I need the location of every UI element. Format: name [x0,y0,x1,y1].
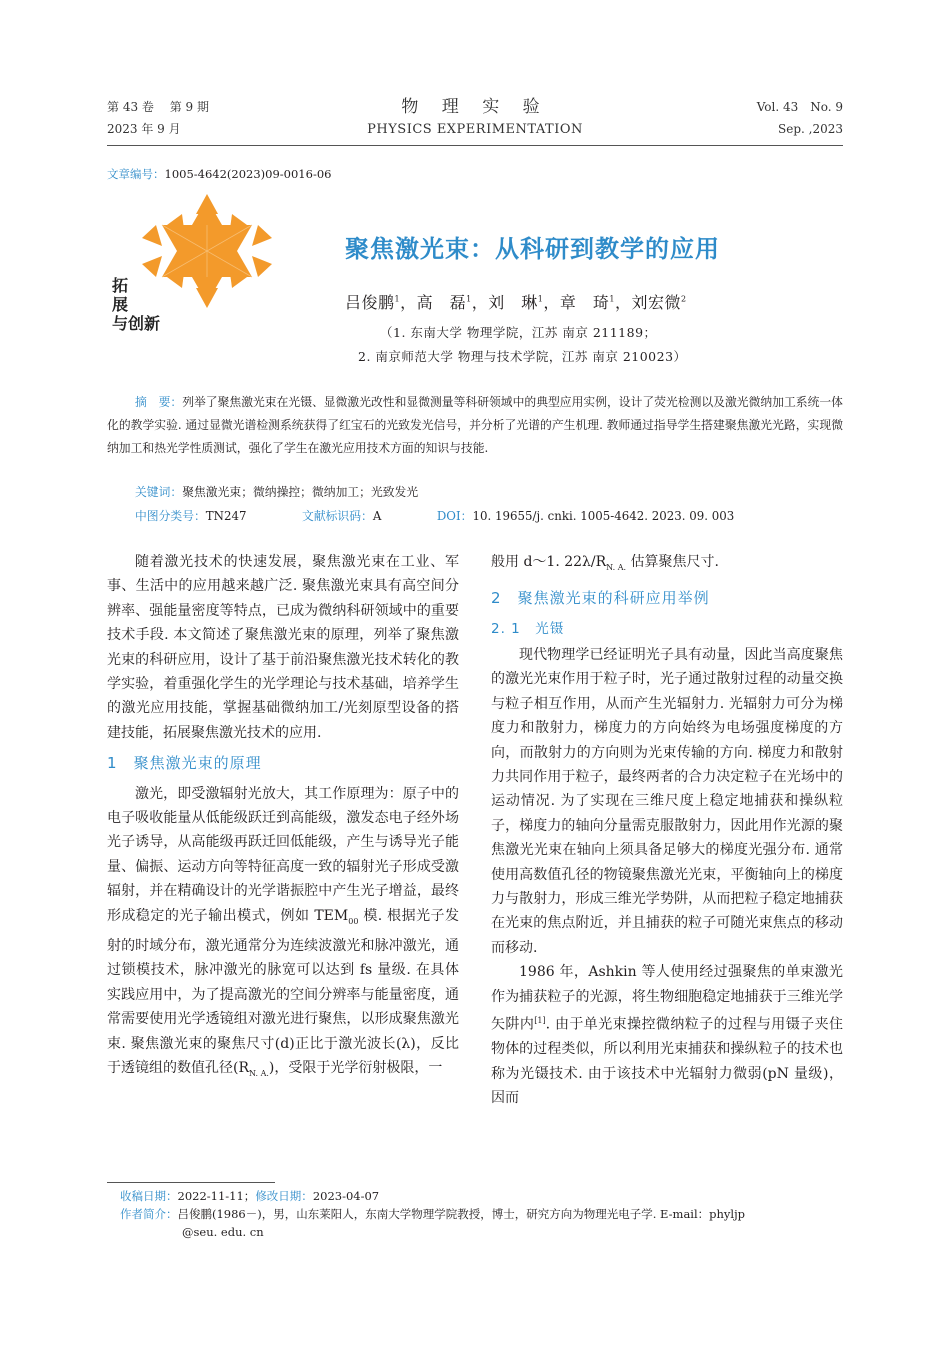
footnote-email-tail: @seu. edu. cn [182,1225,264,1239]
article-title: 聚焦激光束：从科研到教学的应用 [345,235,720,263]
footnote-rule [107,1182,275,1183]
footnote-dates [120,1187,845,1205]
author-bio-label: 作者简介： [120,1207,178,1221]
subsection-number: 2. 1 [491,620,521,637]
abstract [107,391,843,460]
volume-en: Vol. 43 No. 9 [756,100,843,114]
subscript: N. A. [606,562,627,572]
received-date: 2022-11-11； [177,1189,256,1203]
received-label: 收稿日期： [120,1189,178,1203]
article-id-label: 文章编号： [107,167,165,181]
paragraph-text: . 由于单光束操控微纳粒子的过程与用镊子夹住物体的过程类似，所以利用光束捕获和操纵粒子的技术也称为光镊技术. 由于该技术中光辐射力微弱(pN 量级)，因而 [491,1016,844,1106]
paragraph-text: 模. 根据光子发射的时域分布，激光通常分为连续波激光和脉冲激光，通过锁模技术，脉冲激光的脉宽可以达到 fs 量级. 在具体实践应用中，为了提高激光的空间分辨率与能量密度，通常需要使用光学透镜组对激光进行聚焦，以形成聚焦激光束. 聚焦激光束的聚焦尺寸(d)正比于激光波长(λ)，反比于透镜组的数值孔径(R [107,907,460,1076]
abstract-label: 摘 要： [135,395,183,409]
classification [135,507,843,524]
paragraph-text: )，受限于光学衍射极限，一 [268,1059,443,1076]
author: 高 磊 [416,293,467,312]
paragraph [491,960,843,1110]
author-list [345,290,765,313]
author-sup: 1 [394,294,401,304]
subscript: N. A. [249,1068,269,1078]
author-sup: 1 [609,294,615,304]
logo-line-3: 与创新 [112,314,161,333]
subsection-title: 光镊 [535,620,565,637]
paragraph: 现代物理学已经证明光子具有动量，因此当高度聚焦的激光光束作用于粒子时，光子通过散射过程的动量交换与粒子相互作用，从而产生光辐射力. 光辐射力可分为梯度力和散射力，梯度力的方向始终为电场强度梯度的方向，而散射力的方向则为光束传输的方向. 梯度力和散射力共同作用于粒子，最终两者的合力决定粒子在光场中的运动情况. 为了实现在三维尺度上稳定地捕获和操纵粒子，梯度力的轴向分量需克服散射力，因此用作光源的聚焦激光光束在轴向上须具备足够大的梯度光强分布. 通常使用高数值孔径的物镜聚焦激光光束，平衡轴向上的梯度力与散射力，形成三维光学势阱，从而把粒子稳定地捕获在光束的焦点附近，并且捕获的粒子可随光束焦点的移动而移动. [491,647,843,956]
keywords [135,483,418,500]
author: 章 琦 [559,293,610,312]
author-bio-text: 吕俊鹏(1986－)，男，山东莱阳人，东南大学物理学院教授，博士，研究方向为物理光电子学. E-mail：phyljp [177,1207,746,1221]
revised-date: 2023-04-07 [312,1189,380,1203]
author-sep: ， [400,293,417,312]
section-number: 1 [107,754,118,773]
keywords-text: 聚焦激光束；微纳操控；微纳加工；光致发光 [182,485,419,499]
author-sup: 2 [681,294,687,304]
abstract-text: 列举了聚焦激光束在光镊、显微激光改性和显微测量等科研领域中的典型应用实例，设计了荧光检测以及激光微纳加工系统一体化的教学实验. 通过显微光谱检测系统获得了红宝石的光致发光信号，并分析了光谱的产生机理. 教师通过指导学生搭建聚焦激光光路，实现微纳加工和热光学性质测试，强化了学生在激光应用技术方面的知识与技能. [107,395,843,455]
author: 刘宏微 [631,293,682,312]
logo-text [112,276,160,333]
author-sep: ， [543,293,560,312]
paragraph-text: 激光，即受激辐射光放大，其工作原理为：原子中的电子吸收能量从低能级跃迁到高能级，激发态电子经外场光子诱导，从高能级再跃迁回低能级，产生与诱导光子能量、偏振、运动方向等特征高度一致的辐射光子形成受激辐射，并在精确设计的光学谐振腔中产生光子增益，最终形成稳定的光子输出模式，例如 TEM [107,785,459,924]
footnote [120,1187,845,1241]
doi-value: 10. 19655/j. cnki. 1005-4642. 2023. 09. 003 [472,509,735,523]
volume-issue: 第 43 卷 第 9 期 [107,100,209,114]
paragraph-text: 1986 年，Ashkin 等人使用经过强聚焦的单束激光作为捕获粒子的光源，将生物细胞稳定地捕获于三维光学矢阱内 [491,964,843,1033]
footnote-author [120,1205,845,1223]
doc-code-value: A [372,509,382,523]
header-rule [107,145,843,146]
affiliation-2: 2. 南京师范大学 物理与技术学院，江苏 南京 210023） [358,349,687,364]
author-sep: ， [471,293,489,312]
clc-label: 中图分类号： [135,509,206,523]
body-column-right [491,550,843,1110]
section-heading-2 [491,586,843,610]
author-sup: 1 [537,294,544,304]
author: 吕俊鹏 [345,293,395,312]
affiliation-1: （1. 东南大学 物理学院，江苏 南京 211189； [380,325,657,340]
paragraph-text: 估算聚焦尺寸. [626,554,719,570]
section-title: 聚焦激光束的科研应用举例 [517,589,710,608]
subscript: 00 [348,916,359,926]
subsection-heading-2-1 [491,617,843,641]
section-number: 2 [491,589,502,608]
date-cn: 2023 年 9 月 [107,122,181,136]
author: 刘 琳 [488,293,538,312]
column-logo [112,194,292,344]
clc-value: TN247 [205,509,247,523]
section-heading-1 [107,751,459,775]
body-column-left [107,550,459,1086]
keywords-label: 关键词： [135,485,183,499]
date-en: Sep. ,2023 [778,122,843,136]
paragraph [107,782,459,1086]
logo-line-2: 展 [112,295,129,314]
journal-title-en: PHYSICS EXPERIMENTATION [367,122,583,137]
paragraph-continued [491,550,843,580]
revised-label: 修改日期： [255,1189,313,1203]
logo-line-1: 拓 [112,276,129,295]
doc-code-label: 文献标识码： [302,509,373,523]
article-id-value: 1005-4642(2023)09-0016-06 [164,167,332,181]
paragraph: 随着激光技术的快速发展，聚焦激光束在工业、军事、生活中的应用越来越广泛. 聚焦激光束具有高空间分辨率、强能量密度等特点，已成为微纳科研领域中的重要技术手段. 本文简述了聚焦激光束的原理，列举了聚焦激光束的科研应用，设计了基于前沿聚焦激光技术转化的教学实验，着重强化学生的光学理论与技术基础，培养学生的激光应用技能，掌握基础微纳加工/光刻原型设备的搭建技能，拓展聚焦激光技术的应用. [107,554,459,741]
paragraph-text: 般用 d～1. 22λ/R [491,554,607,570]
journal-title-cn: 物 理 实 验 [401,97,549,117]
article-id [107,166,331,182]
section-title: 聚焦激光束的原理 [133,754,262,773]
doi-label: DOI： [436,509,473,523]
author-sup: 1 [466,294,472,304]
citation: [1] [534,1016,546,1026]
author-sep: ， [614,293,632,312]
